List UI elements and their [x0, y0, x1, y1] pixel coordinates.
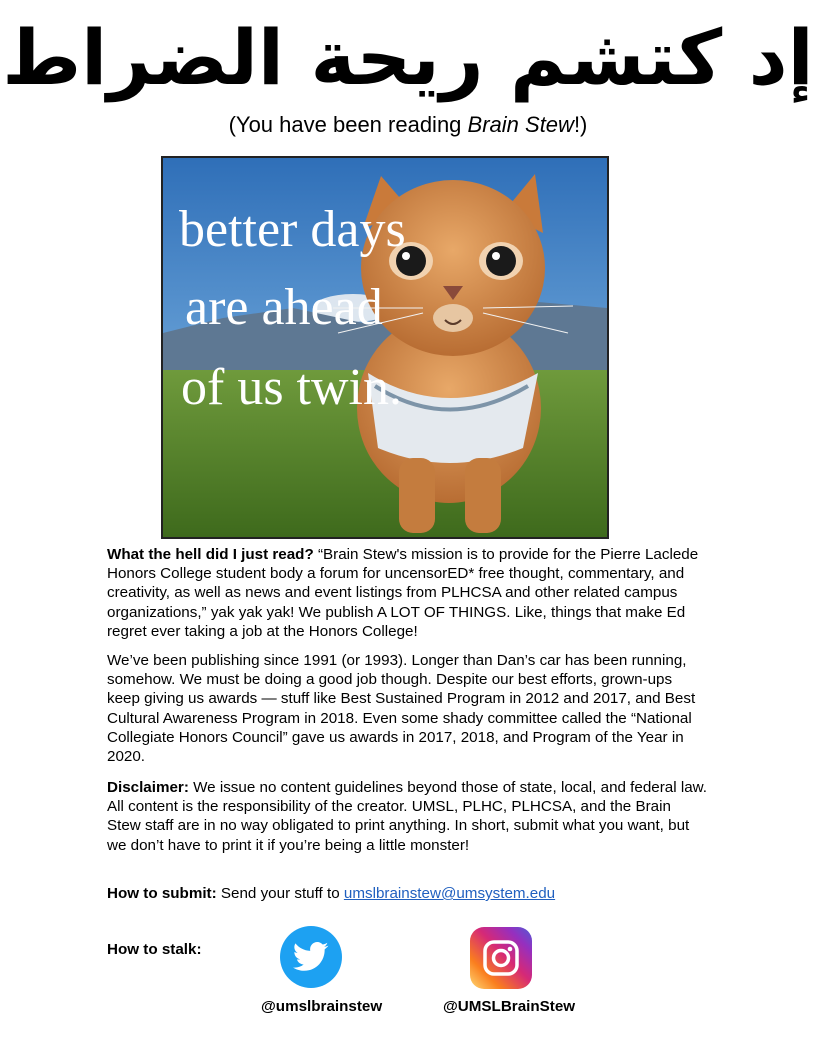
twitter-handle[interactable]: @umslbrainstew [261, 998, 383, 1015]
instagram-camera-svg [481, 938, 521, 978]
meme-line-3: of us twin. [181, 359, 402, 416]
cat-meme-svg [163, 158, 607, 537]
twitter-bird-icon[interactable] [280, 926, 342, 988]
meme-line-1: better days [179, 201, 406, 258]
submit-email-link[interactable]: umslbrainstew@umsystem.edu [343, 885, 556, 902]
mission-paragraph [107, 545, 707, 641]
history-text: We’ve been publishing since 1991 (or 1993). Longer than Dan’s car has been running, somehow. We must be doing a good job though. Despite our best efforts, grown-ups keep giving us awards — stuff like Best Sustained Program in 2012 and 2017, and Best Cultural Awareness Program in 2018. Even some shady committee called the “National Collegiate Honors Council” gave us awards in 2017, 2018, and Program of the Year in 2020. [107, 652, 696, 766]
disclaimer-paragraph [107, 778, 707, 855]
twitter-bird-svg [293, 942, 329, 972]
cat-meme-image [161, 156, 609, 539]
meme-line-2: are ahead [185, 279, 383, 336]
disclaimer-text: We issue no content guidelines beyond those of state, local, and federal law. All content is the responsibility of the creator. UMSL, PLHC, PLHCSA, and the Brain Stew staff are in no way obligated to print anything. In short, submit what you want, but we don’t have to print it if you’re being a little monster! [107, 779, 708, 854]
instagram-handle[interactable]: @UMSLBrainStew [443, 998, 576, 1015]
disclaimer-heading: Disclaimer: [107, 779, 189, 796]
subtitle-before: (You have been reading [228, 112, 468, 137]
stalk-label: How to stalk: [107, 941, 202, 958]
subtitle-after: !) [573, 112, 588, 137]
history-paragraph [107, 651, 707, 766]
mission-heading: What the hell did I just read? [107, 546, 314, 563]
arabic-title: إد كتشم ريحة الضراط [2, 13, 814, 102]
submit-paragraph [107, 884, 707, 903]
mission-text: “Brain Stew's mission is to provide for the Pierre Laclede Honors College student body a forum for uncensorED* free thought, commentary, and creativity, as well as news and event listings from PLHCSA and other related campus organizations,” yak yak yak! We publish A LOT OF THINGS. Like, things that make Ed regret ever taking a job at the Honors College! [107, 546, 699, 640]
subtitle-italic: Brain Stew [467, 112, 574, 137]
subtitle [0, 112, 816, 138]
submit-text: Send your stuff to [216, 885, 344, 902]
instagram-camera-icon[interactable] [470, 927, 532, 989]
submit-heading: How to submit: [107, 885, 217, 902]
